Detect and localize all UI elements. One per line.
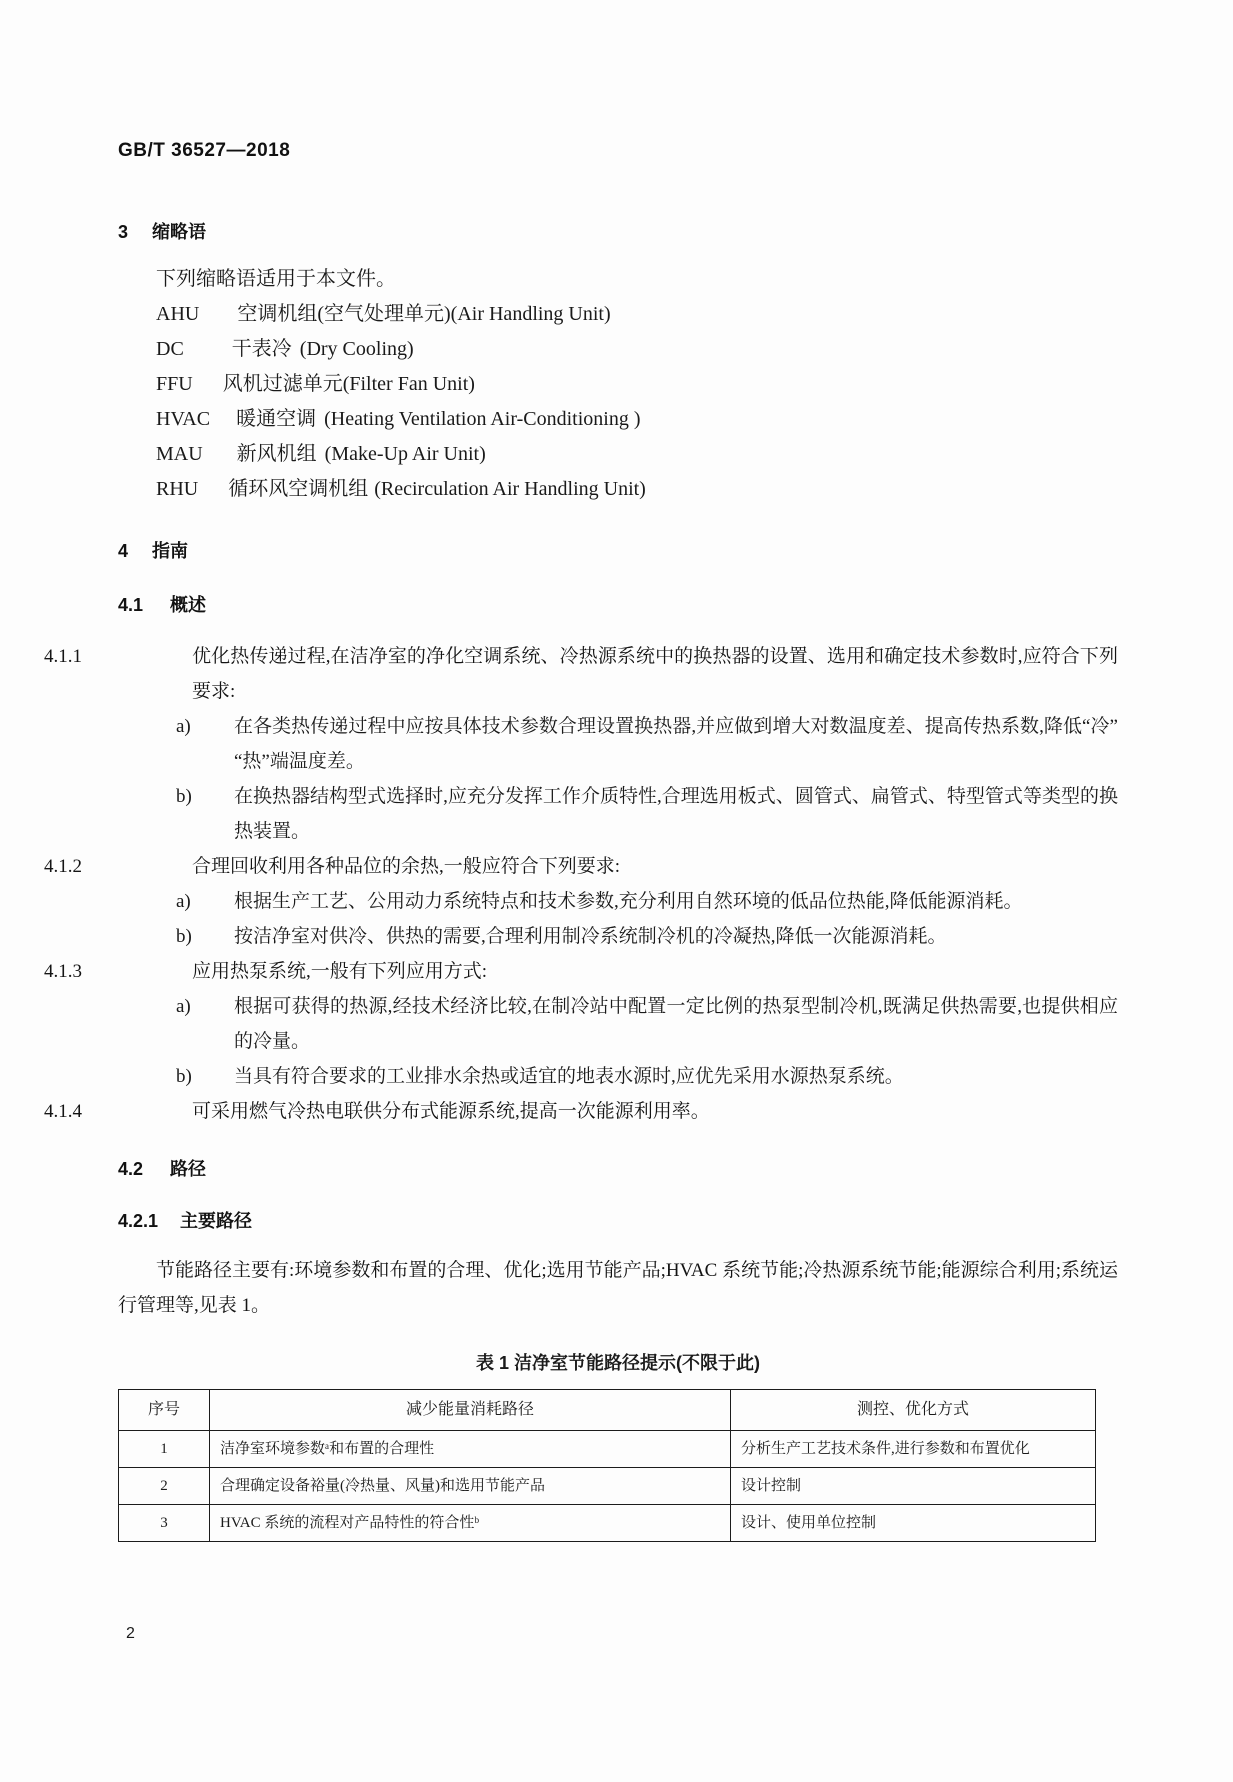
section-3-heading xyxy=(118,218,1118,244)
abbreviation-item xyxy=(118,367,1118,402)
clause-4-1-1-item-b xyxy=(118,779,1118,849)
abbreviation-item xyxy=(118,332,1118,367)
item-text: 根据可获得的热源,经技术经济比较,在制冷站中配置一定比例的热泵型制冷机,既满足供热需要,也提供相应的冷量。 xyxy=(234,996,1118,1052)
section-4-2-heading xyxy=(118,1155,1118,1181)
abbreviation-item xyxy=(118,402,1118,437)
item-marker: a) xyxy=(176,996,191,1017)
table-row xyxy=(119,1505,1096,1542)
item-marker: a) xyxy=(176,716,191,737)
abbreviation-item xyxy=(118,472,1118,507)
clause-4-1-3 xyxy=(44,954,1118,989)
clause-4-1-3-item-a xyxy=(118,989,1118,1059)
item-marker: a) xyxy=(176,891,191,912)
section-4-2-title: 路径 xyxy=(170,1159,206,1179)
section-3-title: 缩略语 xyxy=(152,222,206,242)
abbreviation-list xyxy=(118,262,1118,507)
abbreviation-key: RHU xyxy=(156,478,199,500)
item-text: 在换热器结构型式选择时,应充分发挥工作介质特性,合理选用板式、圆管式、扁管式、特型管式等类型的换热装置。 xyxy=(234,786,1118,842)
page-header-standard-code: GB/T 36527—2018 xyxy=(118,140,291,161)
table-header-path: 减少能量消耗路径 xyxy=(210,1390,731,1431)
table-row xyxy=(119,1431,1096,1468)
cell-path: HVAC 系统的流程对产品特性的符合性ᵇ xyxy=(210,1505,731,1542)
table-1 xyxy=(118,1389,1096,1542)
cell-path: 洁净室环境参数ᵃ和布置的合理性 xyxy=(210,1431,731,1468)
clause-text: 合理回收利用各种品位的余热,一般应符合下列要求: xyxy=(192,856,621,877)
section-3-number: 3 xyxy=(118,222,129,242)
clause-4-1-2-item-a xyxy=(118,884,1118,919)
item-marker: b) xyxy=(176,1066,192,1087)
abbreviation-en: (Make-Up Air Unit) xyxy=(324,443,486,465)
page-number: 2 xyxy=(126,1625,135,1642)
cell-seq: 1 xyxy=(119,1431,210,1468)
item-text: 根据生产工艺、公用动力系统特点和技术参数,充分利用自然环境的低品位热能,降低能源消耗。 xyxy=(234,891,1023,912)
section-4-2-1-title: 主要路径 xyxy=(180,1211,252,1231)
abbreviation-en: (Air Handling Unit) xyxy=(450,303,611,325)
abbreviation-cn: 空调机组(空气处理单元) xyxy=(237,303,451,325)
section-4-number: 4 xyxy=(118,541,129,561)
section-4-2-1-number: 4.2.1 xyxy=(118,1211,159,1231)
abbreviation-key: AHU xyxy=(156,303,200,325)
cell-method: 设计、使用单位控制 xyxy=(731,1505,1096,1542)
abbreviation-cn: 干表冷 xyxy=(231,338,292,360)
abbreviation-key: HVAC xyxy=(156,408,211,430)
cell-method: 分析生产工艺技术条件,进行参数和布置优化 xyxy=(731,1431,1096,1468)
abbreviation-en: (Heating Ventilation Air-Conditioning ) xyxy=(324,408,641,430)
abbreviation-en: (Dry Cooling) xyxy=(299,338,414,360)
clause-number: 4.1.3 xyxy=(44,961,82,982)
clause-number: 4.1.2 xyxy=(44,856,82,877)
clause-4-1-4 xyxy=(44,1094,1118,1129)
abbreviation-cn: 风机过滤单元 xyxy=(222,373,343,395)
clause-text: 应用热泵系统,一般有下列应用方式: xyxy=(192,961,488,982)
abbreviation-key: FFU xyxy=(156,373,193,395)
abbreviation-en: (Filter Fan Unit) xyxy=(342,373,475,395)
section-4-2-1-heading xyxy=(118,1207,1118,1233)
abbreviation-item xyxy=(118,437,1118,472)
clause-number: 4.1.4 xyxy=(44,1101,82,1122)
abbreviation-key: DC xyxy=(156,338,184,360)
table-header-seq: 序号 xyxy=(119,1390,210,1431)
abbreviation-intro: 下列缩略语适用于本文件。 xyxy=(156,268,396,290)
clause-text: 优化热传递过程,在洁净室的净化空调系统、冷热源系统中的换热器的设置、选用和确定技术参数时,应符合下列要求: xyxy=(192,646,1118,702)
clause-4-1-3-item-b xyxy=(118,1059,1118,1094)
table-header-method: 测控、优化方式 xyxy=(731,1390,1096,1431)
clause-4-1-1-item-a xyxy=(118,709,1118,779)
section-4-heading xyxy=(118,537,1118,563)
abbreviation-cn: 暖通空调 xyxy=(236,408,317,430)
section-4-1-title: 概述 xyxy=(170,595,206,615)
section-4-2-number: 4.2 xyxy=(118,1159,144,1179)
clause-4-1-1 xyxy=(44,639,1118,709)
abbreviation-item xyxy=(118,297,1118,332)
clause-4-1-2 xyxy=(44,849,1118,884)
item-text: 当具有符合要求的工业排水余热或适宜的地表水源时,应优先采用水源热泵系统。 xyxy=(234,1066,904,1087)
item-marker: b) xyxy=(176,786,192,807)
abbreviation-en: (Recirculation Air Handling Unit) xyxy=(374,478,646,500)
section-4-title: 指南 xyxy=(152,541,188,561)
clause-text: 可采用燃气冷热电联供分布式能源系统,提高一次能源利用率。 xyxy=(192,1101,710,1122)
section-4-2-1-paragraph: 节能路径主要有:环境参数和布置的合理、优化;选用节能产品;HVAC 系统节能;冷热源系统节能;能源综合利用;系统运行管理等,见表 1。 xyxy=(118,1260,1118,1316)
abbreviation-cn: 循环风空调机组 xyxy=(228,478,369,500)
clause-number: 4.1.1 xyxy=(44,646,82,667)
cell-seq: 2 xyxy=(119,1468,210,1505)
clause-4-1-2-item-b xyxy=(118,919,1118,954)
cell-path: 合理确定设备裕量(冷热量、风量)和选用节能产品 xyxy=(210,1468,731,1505)
table-1-caption: 表 1 洁净室节能路径提示(不限于此) xyxy=(476,1353,760,1373)
item-text: 在各类热传递过程中应按具体技术参数合理设置换热器,并应做到增大对数温度差、提高传热系数,降低“冷”“热”端温度差。 xyxy=(234,716,1118,772)
table-header-row xyxy=(119,1390,1096,1431)
item-marker: b) xyxy=(176,926,192,947)
abbreviation-key: MAU xyxy=(156,443,203,465)
table-row xyxy=(119,1468,1096,1505)
cell-method: 设计控制 xyxy=(731,1468,1096,1505)
section-4-1-heading xyxy=(118,591,1118,617)
section-4-1-number: 4.1 xyxy=(118,595,144,615)
abbreviation-cn: 新风机组 xyxy=(236,443,317,465)
item-text: 按洁净室对供冷、供热的需要,合理利用制冷系统制冷机的冷凝热,降低一次能源消耗。 xyxy=(234,926,947,947)
cell-seq: 3 xyxy=(119,1505,210,1542)
